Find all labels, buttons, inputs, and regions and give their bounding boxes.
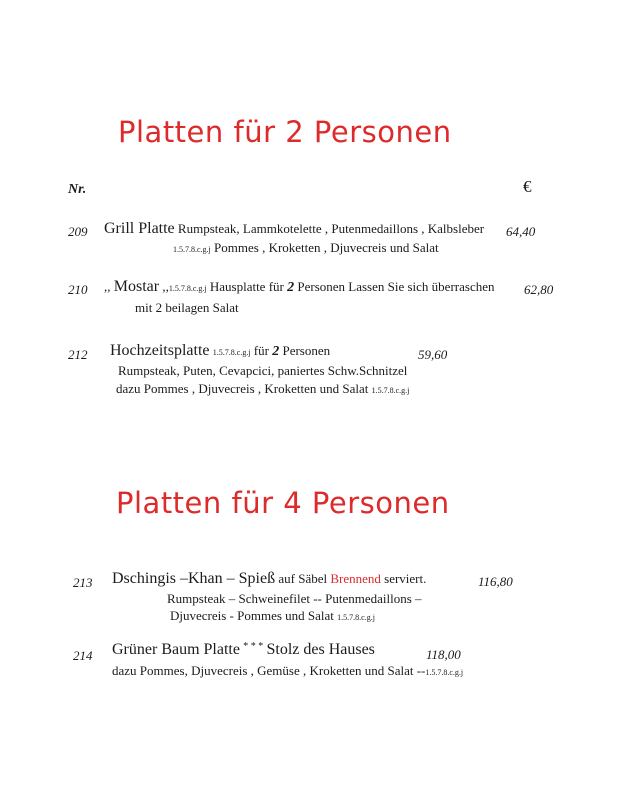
item-sides: Djuvecreis - Pommes und Salat <box>170 608 334 623</box>
item-number: 209 <box>68 224 88 239</box>
item-highlight: Brennend <box>330 571 381 586</box>
item-allergens: 1.5.7.8.c.g.j <box>173 245 211 254</box>
item-description-cont: Personen <box>282 343 331 358</box>
item-number: 212 <box>68 347 88 362</box>
item-allergens: 1.5.7.8.c.g.j <box>425 668 464 677</box>
item-price: 59,60 <box>418 347 448 362</box>
item-sides: mit 2 beilagen Salat <box>135 300 239 315</box>
item-price: 64,40 <box>506 224 536 239</box>
item-line-1 <box>112 570 426 588</box>
item-line-1 <box>104 278 494 296</box>
close-quote: ,, <box>162 279 169 294</box>
item-line-3 <box>170 608 375 624</box>
section-title-4-persons: Platten für 4 Personen <box>116 486 450 520</box>
item-description: auf Säbel <box>278 571 328 586</box>
item-price: 116,80 <box>478 574 513 589</box>
item-price: 118,00 <box>426 647 461 662</box>
item-description: Rumpsteak, Lammkotelette , Putenmedaillons , Kalbsleber <box>177 221 485 236</box>
star-rating: * * * <box>243 641 264 652</box>
item-description: für <box>253 343 269 358</box>
item-person-count: 2 <box>287 280 295 295</box>
item-description-cont: Personen Lassen Sie sich überraschen <box>297 279 495 294</box>
item-name: Grüner Baum Platte <box>112 641 240 658</box>
item-name: Grill Platte <box>104 220 175 237</box>
item-allergens: 1.5.7.8.c.g.j <box>212 348 251 357</box>
currency-label: € <box>523 177 532 196</box>
item-line-3 <box>116 381 409 397</box>
number-column-label: Nr. <box>68 182 87 197</box>
item-line-1 <box>110 342 330 360</box>
item-line-2 <box>112 663 463 679</box>
item-sides: dazu Pommes, Djuvecreis , Gemüse , Kroketten und Salat -- <box>112 663 426 678</box>
item-name: Dschingis –Khan – Spieß <box>112 570 276 587</box>
item-allergens-2: 1.5.7.8.c.g.j <box>371 386 410 395</box>
item-contents: Rumpsteak, Puten, Cevapcici, paniertes Schw.Schnitzel <box>118 363 408 378</box>
item-number: 214 <box>73 648 93 663</box>
item-line-2 <box>173 240 439 256</box>
item-number: 210 <box>68 282 88 297</box>
section-title-2-persons: Platten für 2 Personen <box>118 115 452 149</box>
item-person-count: 2 <box>272 344 280 359</box>
item-tagline: Stolz des Hauses <box>266 641 375 658</box>
item-sides: dazu Pommes , Djuvecreis , Kroketten und Salat <box>116 381 369 396</box>
open-quote: ,, <box>104 279 111 294</box>
item-allergens: 1.5.7.8.c.g.j <box>168 284 207 293</box>
item-name: Mostar <box>113 278 160 295</box>
item-description-cont: serviert. <box>384 571 427 586</box>
item-sides: Pommes , Kroketten , Djuvecreis und Salat <box>214 240 439 255</box>
item-allergens: 1.5.7.8.c.g.j <box>337 613 375 622</box>
item-line-1 <box>112 641 375 659</box>
item-name: Hochzeitsplatte <box>110 342 210 359</box>
item-price: 62,80 <box>524 282 554 297</box>
item-contents: Rumpsteak – Schweinefilet -- Putenmedaillons – <box>167 591 422 606</box>
item-description: Hausplatte für <box>209 279 284 294</box>
item-number: 213 <box>73 575 93 590</box>
item-line-1 <box>104 220 484 238</box>
